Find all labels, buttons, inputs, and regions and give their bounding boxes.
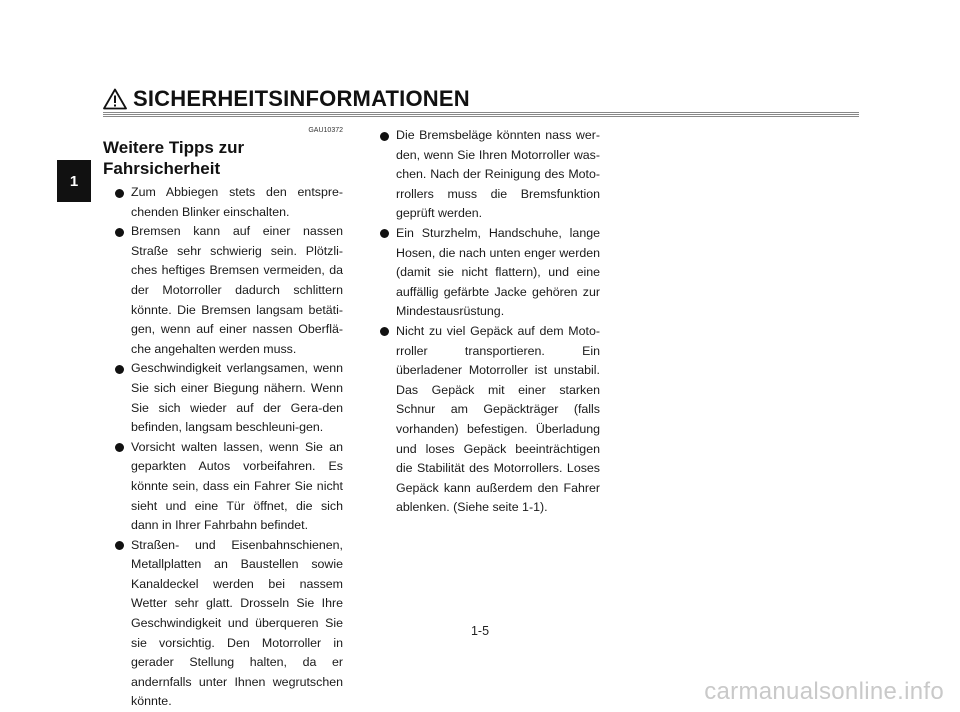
bullet-icon [115, 443, 124, 452]
right-column [368, 126, 600, 518]
bullet-icon [115, 228, 124, 237]
list-item-text: Straßen- und Eisenbahnschienen, Metallplatten an Baustellen sowie Kanaldeckel werden bei nassem Wetter sehr glatt. Drosseln Sie Ihre Geschwindigkeit und überqueren Sie sie vorsichtig. Den Motorroller in gerader Stellung halten, da er andernfalls unter Ihnen wegrutschen könnte. [131, 537, 343, 709]
list-item-text: Ein Sturzhelm, Handschuhe, lange Hosen, die nach unten enger werden (damit sie nicht flattern), und eine auffällig gefärbte Jacke gehören zur Mindestausrüstung. [396, 225, 600, 319]
bullet-icon [115, 541, 124, 550]
page-number: 1-5 [470, 624, 490, 638]
list-item [103, 438, 343, 536]
bullet-icon [380, 229, 389, 238]
list-item [103, 222, 343, 359]
list-item-text: Zum Abbiegen stets den entspre-chenden Blinker einschalten. [131, 185, 343, 219]
list-item [368, 322, 600, 518]
list-item-text: Bremsen kann auf einer nassen Straße sehr schwierig sein. Plötzli-ches heftiges Bremsen vermeiden, da der Motorroller dadurch schlittern könnte. Die Bremsen langsam betäti-gen, wenn auf einer nassen Oberflä-che angehalten werden muss. [131, 224, 343, 356]
list-item-text: Vorsicht walten lassen, wenn Sie an geparkten Autos vorbeifahren. Es könnte sein, dass ein Fahrer Sie nicht sieht und eine Tür öffnet, die sich dann in Ihrer Fahrbahn befindet. [131, 439, 343, 533]
section-title-line1: Weitere Tipps zur [103, 138, 245, 157]
watermark: carmanualsonline.info [704, 678, 944, 705]
list-item [103, 359, 343, 437]
bullet-icon [380, 132, 389, 141]
list-item [368, 224, 600, 322]
header-title: SICHERHEITSINFORMATIONEN [133, 86, 470, 111]
list-item [103, 183, 343, 222]
reference-code: GAU10372 [308, 127, 343, 134]
section-title [103, 137, 343, 179]
list-item-text: Nicht zu viel Gepäck auf dem Moto-rroller transportieren. Ein überladener Motorroller ist unstabil. Das Gepäck mit einer starken Schnur am Gepäckträger (falls vorhanden) befestigen. Überladung und loses Gepäck beeinträchtigen die Stabilität des Motorrollers. Loses Gepäck kann außerdem den Fahrer ablenken. (Siehe seite 1-1). [396, 323, 600, 515]
chapter-tab: 1 [57, 160, 91, 202]
page-header [103, 86, 470, 112]
warning-triangle-icon [103, 88, 127, 110]
right-bullet-list [368, 126, 600, 518]
bullet-icon [115, 365, 124, 374]
list-item-text: Geschwindigkeit verlangsamen, wenn Sie sich einer Biegung nähern. Wenn Sie sich wieder auf der Gera-den befinden, langsam beschleuni-gen. [131, 361, 343, 435]
section-title-line2: Fahrsicherheit [103, 159, 221, 178]
list-item [368, 126, 600, 224]
bullet-icon [380, 327, 389, 336]
bullet-icon [115, 189, 124, 198]
header-rule [103, 112, 859, 117]
list-item-text: Die Bremsbeläge könnten nass wer-den, wenn Sie Ihren Motorroller was-chen. Nach der Reinigung des Moto-rrollers muss die Bremsfunktion geprüft werden. [396, 128, 600, 221]
